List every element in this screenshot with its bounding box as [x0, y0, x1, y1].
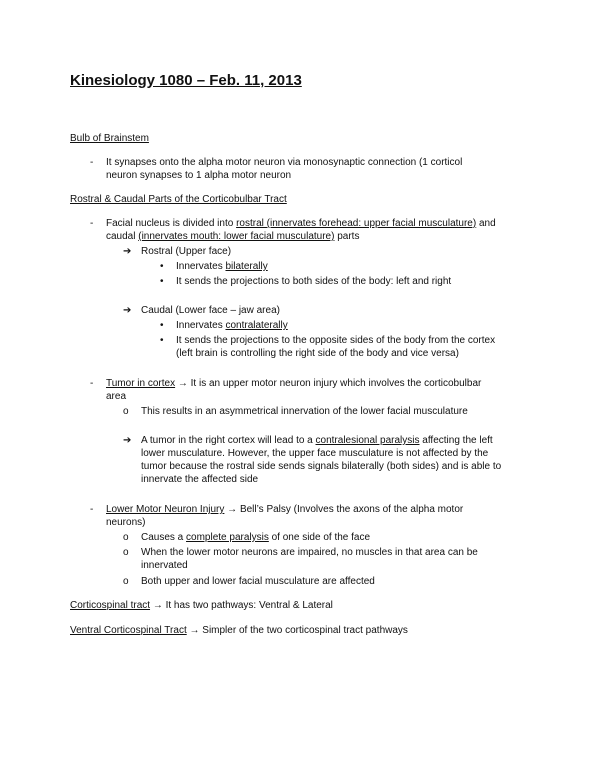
- ventral-corticospinal-line: [70, 623, 408, 638]
- bullet-marker: •: [160, 335, 164, 346]
- circle-marker: o: [123, 406, 129, 417]
- bullet-marker: •: [160, 276, 164, 287]
- text-run: Innervates: [176, 261, 226, 272]
- dash-marker: -: [90, 504, 94, 515]
- text-run-underlined: bilaterally: [225, 261, 268, 272]
- text-run: It has two pathways: Ventral & Lateral: [162, 600, 333, 611]
- dash-marker: -: [90, 157, 94, 168]
- text-run: parts: [334, 231, 360, 242]
- text-run-underlined: Corticospinal tract: [70, 600, 151, 611]
- tumor-arrow-line-4: innervate the affected side: [141, 474, 259, 485]
- text-run: Facial nucleus is divided into: [106, 218, 237, 229]
- text-run: caudal: [106, 231, 139, 242]
- text-run-underlined: complete paralysis: [186, 532, 269, 543]
- arrow-marker: ➔: [123, 305, 132, 316]
- tumor-arrow-line-3: tumor because the rostral side sends signals bilaterally (both sides) and is able to: [141, 461, 502, 472]
- inline-arrow: →: [227, 504, 238, 515]
- inline-arrow: →: [189, 625, 200, 636]
- rostral-item-1: [176, 259, 268, 274]
- text-run: A tumor in the right cortex will lead to a: [141, 435, 316, 446]
- inline-arrow: →: [177, 378, 188, 389]
- text-run: and: [476, 218, 496, 229]
- rostral-heading: Rostral (Upper face): [141, 246, 232, 257]
- text-run: Bell’s Palsy (Involves the axons of the alpha motor: [237, 504, 464, 515]
- facial-nucleus-line-2: [106, 229, 359, 244]
- text-run-underlined: contralaterally: [225, 320, 288, 331]
- arrow-marker: ➔: [123, 246, 132, 257]
- text-run-underlined: (innervates mouth: lower facial musculature): [138, 231, 335, 242]
- corticospinal-tract-line: [70, 598, 333, 613]
- text-run-underlined: Ventral Corticospinal Tract: [70, 625, 187, 636]
- tumor-line-1: [106, 376, 481, 391]
- lmn-line-2: neurons): [106, 517, 146, 528]
- page-title: Kinesiology 1080 – Feb. 11, 2013: [70, 72, 302, 89]
- text-run-underlined: contralesional paralysis: [315, 435, 420, 446]
- lmn-sub-item-3: Both upper and lower facial musculature are affected: [141, 576, 375, 587]
- inline-arrow: →: [152, 600, 163, 611]
- text-run: Simpler of the two corticospinal tract pathways: [199, 625, 408, 636]
- caudal-item-1: [176, 318, 288, 333]
- text-run-underlined: rostral (innervates forehead: upper facial musculature): [236, 218, 477, 229]
- text-run: Causes a: [141, 532, 187, 543]
- rostral-item-2: It sends the projections to both sides of the body: left and right: [176, 276, 452, 287]
- lmn-line-1: [106, 502, 463, 517]
- caudal-item-2-cont: (left brain is controlling the right side of the body and vice versa): [176, 348, 459, 359]
- lmn-sub-item-2-cont: innervated: [141, 560, 188, 571]
- bullet-text: It synapses onto the alpha motor neuron via monosynaptic connection (1 corticol: [106, 157, 463, 168]
- tumor-line-2: area: [106, 391, 127, 402]
- bullet-marker: •: [160, 261, 164, 272]
- dash-marker: -: [90, 218, 94, 229]
- lmn-sub-item-2: When the lower motor neurons are impaired, no muscles in that area can be: [141, 547, 478, 558]
- bullet-text-cont: neuron synapses to 1 alpha motor neuron: [106, 170, 292, 181]
- circle-marker: o: [123, 576, 129, 587]
- caudal-heading: Caudal (Lower face – jaw area): [141, 305, 280, 316]
- text-run-underlined: Lower Motor Neuron Injury: [106, 504, 225, 515]
- arrow-marker: ➔: [123, 435, 132, 446]
- circle-marker: o: [123, 547, 129, 558]
- text-run: It is an upper motor neuron injury which involves the corticobulbar: [187, 378, 482, 389]
- lmn-sub-item-1: [141, 530, 370, 545]
- caudal-item-2: It sends the projections to the opposite sides of the body from the cortex: [176, 335, 496, 346]
- dash-marker: -: [90, 378, 94, 389]
- bullet-marker: •: [160, 320, 164, 331]
- text-run: Innervates: [176, 320, 226, 331]
- text-run-underlined: Tumor in cortex: [106, 378, 176, 389]
- tumor-sub-item: This results in an asymmetrical innervation of the lower facial musculature: [141, 406, 468, 417]
- text-run: of one side of the face: [268, 532, 371, 543]
- heading-bulb-of-brainstem: Bulb of Brainstem: [70, 133, 149, 144]
- tumor-arrow-line-2: lower musculature. However, the upper face musculature is not affected by the: [141, 448, 489, 459]
- text-run: affecting the left: [419, 435, 493, 446]
- heading-rostral-caudal: Rostral & Caudal Parts of the Corticobulbar Tract: [70, 194, 287, 205]
- circle-marker: o: [123, 532, 129, 543]
